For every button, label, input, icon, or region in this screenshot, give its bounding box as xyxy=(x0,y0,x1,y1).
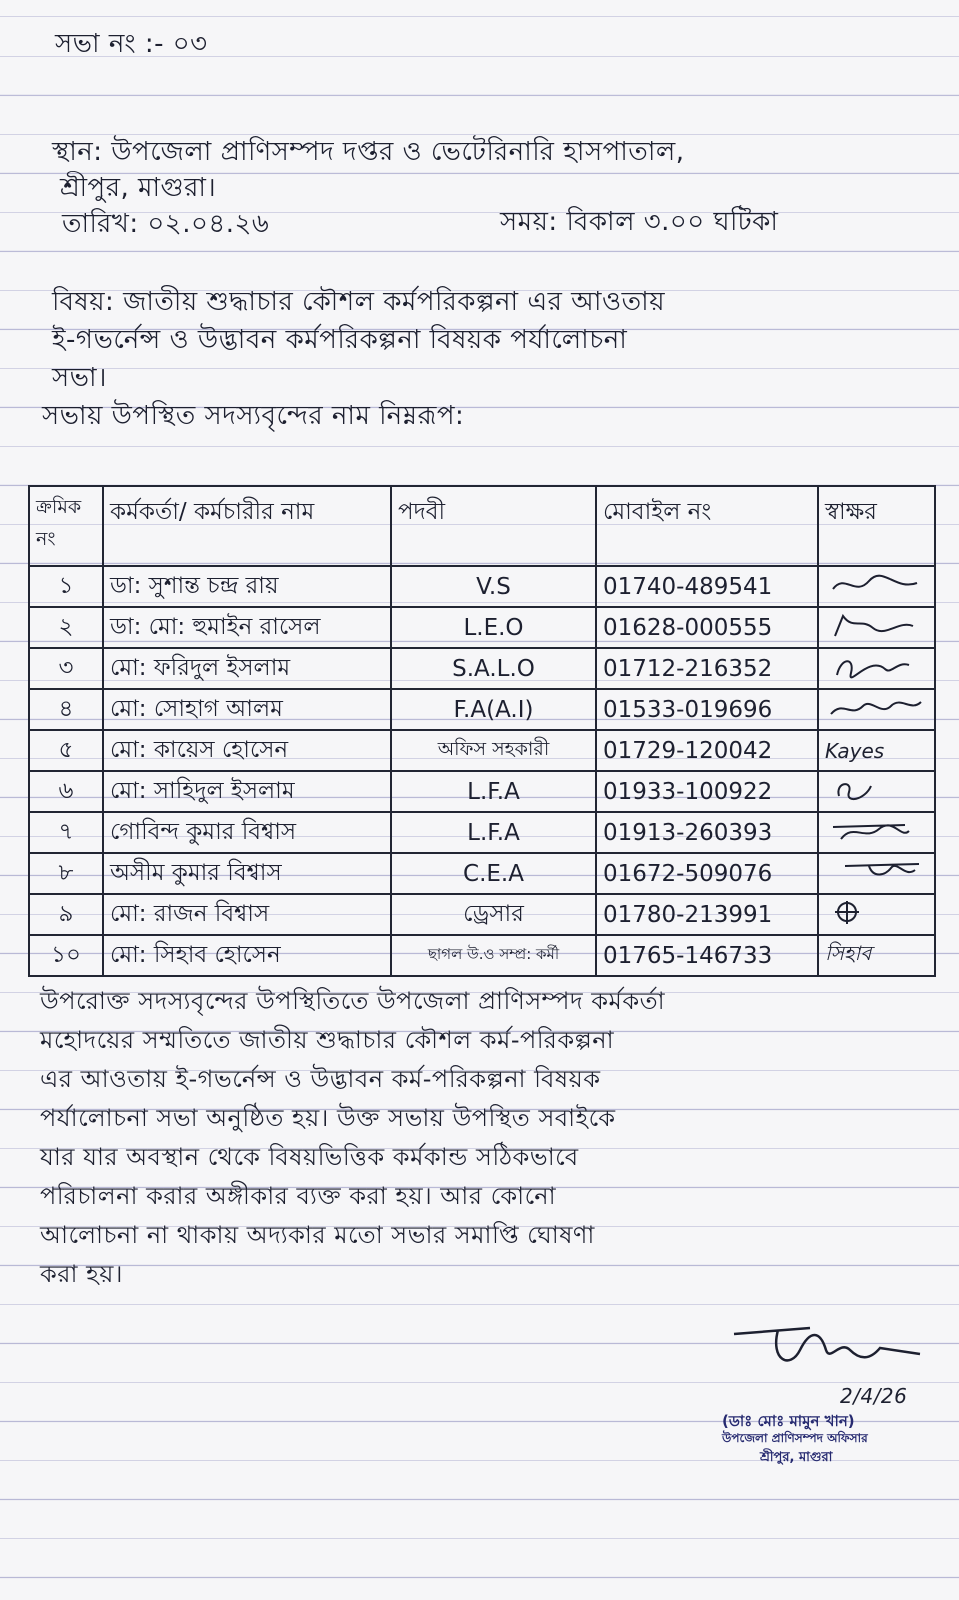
meeting-date: তারিখ: ০২.০৪.২৬ xyxy=(62,209,270,239)
row-designation: V.S xyxy=(391,566,596,607)
body-line-6: পরিচালনা করার অঙ্গীকার ব্যক্ত করা হয়। আর কোনো xyxy=(40,1182,557,1210)
row-mobile: 01628-000555 xyxy=(596,607,818,648)
body-line-8: করা হয়। xyxy=(40,1260,123,1288)
signature-scribble xyxy=(825,856,925,886)
body-line-4: পর্যালোচনা সভা অনুষ্ঠিত হয়। উক্ত সভায় উপস্থিত সবাইকে xyxy=(40,1104,616,1132)
row-designation: C.E.A xyxy=(391,853,596,894)
row-signature xyxy=(818,607,935,648)
row-serial: ৭ xyxy=(29,812,103,853)
row-mobile: 01913-260393 xyxy=(596,812,818,853)
table-row xyxy=(29,935,935,976)
header-name: কর্মকর্তা/ কর্মচারীর নাম xyxy=(103,486,391,566)
meeting-time: সময়: বিকাল ৩.০০ ঘটিকা xyxy=(500,207,779,237)
officer-name: (ডাঃ মোঃ মামুন খান) xyxy=(722,1412,855,1430)
row-signature xyxy=(818,566,935,607)
attendees-intro: সভায় উপস্থিত সদস্যবৃন্দের নাম নিম্নরূপ: xyxy=(42,401,465,431)
signature-scribble xyxy=(825,692,925,722)
venue-line-2: শ্রীপুর, মাগুরা। xyxy=(60,173,217,203)
table-row xyxy=(29,894,935,935)
row-name: অসীম কুমার বিশ্বাস xyxy=(103,853,391,894)
row-signature xyxy=(818,648,935,689)
row-serial: ৮ xyxy=(29,853,103,894)
row-name: মো: সাহিদুল ইসলাম xyxy=(103,771,391,812)
row-designation: L.F.A xyxy=(391,812,596,853)
row-name: গোবিন্দ কুমার বিশ্বাস xyxy=(103,812,391,853)
row-serial: ১ xyxy=(29,566,103,607)
table-row xyxy=(29,812,935,853)
signature-scribble xyxy=(825,897,925,927)
subject-line-2: ই-গভর্নেন্স ও উদ্ভাবন কর্মপরিকল্পনা বিষয়ক পর্যালোচনা xyxy=(52,325,628,355)
header-serial: ক্রমিক নং xyxy=(29,486,103,566)
row-designation: ড্রেসার xyxy=(391,894,596,935)
signature-scribble xyxy=(825,610,925,640)
row-signature: সিহাব xyxy=(818,935,935,976)
row-name: মো: সোহাগ আলম xyxy=(103,689,391,730)
attendance-table xyxy=(28,485,936,977)
row-mobile: 01533-019696 xyxy=(596,689,818,730)
row-signature: Kayes xyxy=(818,730,935,771)
body-line-3: এর আওতায় ই-গভর্নেন্স ও উদ্ভাবন কর্ম-পরিকল্পনা বিষয়ক xyxy=(40,1065,601,1093)
header-designation: পদবী xyxy=(391,486,596,566)
row-serial: ৯ xyxy=(29,894,103,935)
row-mobile: 01712-216352 xyxy=(596,648,818,689)
table-row xyxy=(29,566,935,607)
table-header-row xyxy=(29,486,935,566)
body-line-7: আলোচনা না থাকায় অদ্যকার মতো সভার সমাপ্তি ঘোষণা xyxy=(40,1221,595,1249)
row-mobile: 01740-489541 xyxy=(596,566,818,607)
officer-signature xyxy=(730,1320,930,1380)
meeting-number: সভা নং :- ০৩ xyxy=(55,29,208,59)
header-mobile: মোবাইল নং xyxy=(596,486,818,566)
row-signature xyxy=(818,689,935,730)
row-serial: ৪ xyxy=(29,689,103,730)
row-signature xyxy=(818,771,935,812)
row-mobile: 01729-120042 xyxy=(596,730,818,771)
row-signature xyxy=(818,894,935,935)
row-name: মো: সিহাব হোসেন xyxy=(103,935,391,976)
body-line-1: উপরোক্ত সদস্যবৃন্দের উপস্থিতিতে উপজেলা প্রাণিসম্পদ কর্মকর্তা xyxy=(40,987,666,1015)
row-mobile: 01672-509076 xyxy=(596,853,818,894)
body-line-5: যার যার অবস্থান থেকে বিষয়ভিত্তিক কর্মকান্ড সঠিকভাবে xyxy=(40,1143,579,1171)
venue-line-1: স্থান: উপজেলা প্রাণিসম্পদ দপ্তর ও ভেটেরিনারি হাসপাতাল, xyxy=(52,137,685,167)
signature-scribble xyxy=(825,569,925,599)
row-mobile: 01933-100922 xyxy=(596,771,818,812)
signature-date: 2/4/26 xyxy=(840,1384,908,1408)
subject-line-3: সভা। xyxy=(52,363,107,393)
row-name: মো: রাজন বিশ্বাস xyxy=(103,894,391,935)
body-line-2: মহোদয়ের সম্মতিতে জাতীয় শুদ্ধাচার কৌশল কর্ম-পরিকল্পনা xyxy=(40,1026,615,1054)
signature-scribble xyxy=(825,651,925,681)
table-row xyxy=(29,689,935,730)
row-designation: অফিস সহকারী xyxy=(391,730,596,771)
row-mobile: 01780-213991 xyxy=(596,894,818,935)
officer-place: শ্রীপুর, মাগুরা xyxy=(760,1450,833,1465)
row-designation: L.F.A xyxy=(391,771,596,812)
row-serial: ১০ xyxy=(29,935,103,976)
row-designation: ছাগল উ.ও সম্প্র: কর্মী xyxy=(391,935,596,976)
row-name: মো: কায়েস হোসেন xyxy=(103,730,391,771)
header-signature: স্বাক্ষর xyxy=(818,486,935,566)
table-row xyxy=(29,730,935,771)
table-row xyxy=(29,853,935,894)
table-row xyxy=(29,607,935,648)
subject-line-1: বিষয়: জাতীয় শুদ্ধাচার কৌশল কর্মপরিকল্পনা এর আওতায় xyxy=(52,287,666,317)
table-row xyxy=(29,648,935,689)
row-signature xyxy=(818,812,935,853)
row-serial: ২ xyxy=(29,607,103,648)
row-designation: L.E.O xyxy=(391,607,596,648)
row-serial: ৬ xyxy=(29,771,103,812)
officer-title: উপজেলা প্রাণিসম্পদ অফিসার xyxy=(722,1431,868,1445)
row-serial: ৩ xyxy=(29,648,103,689)
row-serial: ৫ xyxy=(29,730,103,771)
row-designation: S.A.L.O xyxy=(391,648,596,689)
signature-scribble xyxy=(825,815,925,845)
row-name: মো: ফরিদুল ইসলাম xyxy=(103,648,391,689)
table-row xyxy=(29,771,935,812)
signature-block xyxy=(720,1320,940,1470)
row-signature xyxy=(818,853,935,894)
row-designation: F.A(A.I) xyxy=(391,689,596,730)
row-mobile: 01765-146733 xyxy=(596,935,818,976)
row-name: ডা: সুশান্ত চন্দ্র রায় xyxy=(103,566,391,607)
row-name: ডা: মো: হুমাইন রাসেল xyxy=(103,607,391,648)
signature-scribble xyxy=(825,774,925,804)
